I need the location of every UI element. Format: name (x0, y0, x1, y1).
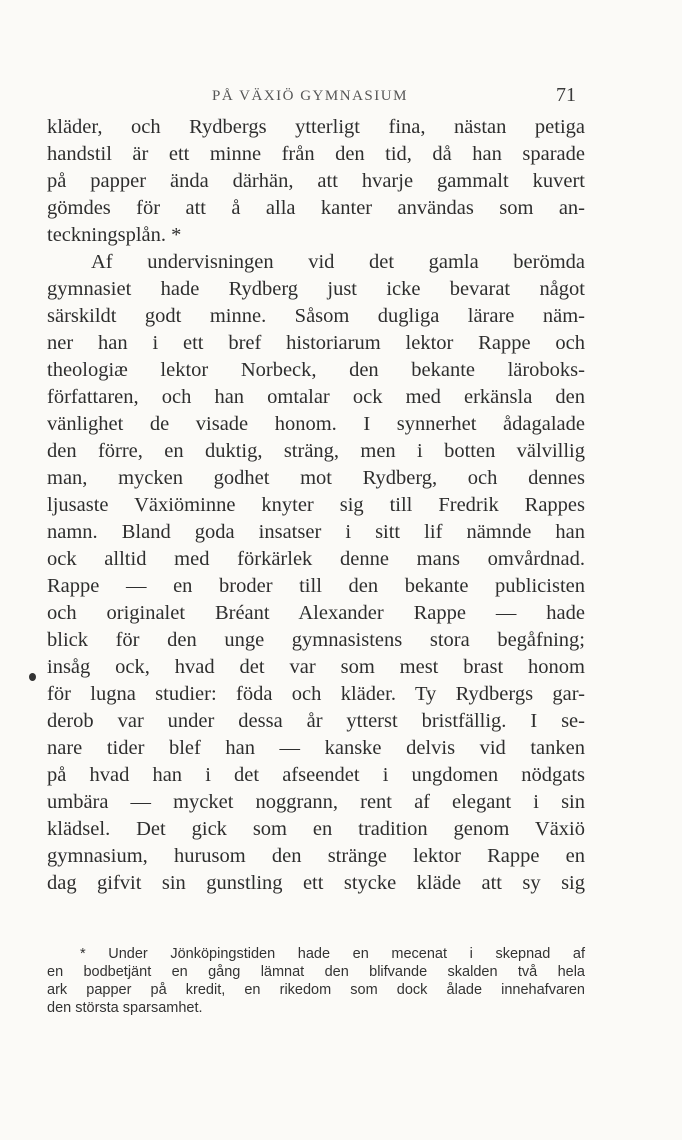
body-line: handstil är ett minne från den tid, då han sparade (47, 143, 585, 165)
footnote-line: ark papper på kredit, en rikedom som dock ålade innehafvaren (47, 982, 585, 998)
body-line: på papper ända därhän, att hvarje gammalt kuvert (47, 170, 585, 192)
body-line: den förre, en duktig, sträng, men i botten välvillig (47, 440, 585, 462)
body-line: ner han i ett bref historiarum lektor Rappe och (47, 332, 585, 354)
footnote-line: en bodbetjänt en gång lämnat den blifvande skalden två hela (47, 964, 585, 980)
body-line: Rappe — en broder till den bekante publicisten (47, 575, 585, 597)
body-line: klädsel. Det gick som en tradition genom Växiö (47, 818, 585, 840)
body-line: kläder, och Rydbergs ytterligt fina, nästan petiga (47, 116, 585, 138)
body-line: namn. Bland goda insatser i sitt lif nämnde han (47, 521, 585, 543)
body-line: ljusaste Växiöminne knyter sig till Fredrik Rappes (47, 494, 585, 516)
body-line: insåg ock, hvad det var som mest brast honom (47, 656, 585, 678)
body-line: gömdes för att å alla kanter användas som an- (47, 197, 585, 219)
ink-spot (29, 673, 36, 681)
body-line: umbära — mycket noggrann, rent af elegant i sin (47, 791, 585, 813)
body-line: man, mycken godhet mot Rydberg, och dennes (47, 467, 585, 489)
body-line: vänlighet de visade honom. I synnerhet ådagalade (47, 413, 585, 435)
body-line: derob var under dessa år ytterst bristfällig. I se- (47, 710, 585, 732)
body-line: nare tider blef han — kanske delvis vid tanken (47, 737, 585, 759)
body-line: teckningsplån. * (47, 224, 182, 246)
page-number: 71 (556, 84, 576, 106)
body-line: och originalet Bréant Alexander Rappe — hade (47, 602, 585, 624)
body-line: för lugna studier: föda och kläder. Ty Rydbergs gar- (47, 683, 585, 705)
body-line: blick för den unge gymnasistens stora begåfning; (47, 629, 585, 651)
body-line: theologiæ lektor Norbeck, den bekante läroboks- (47, 359, 585, 381)
body-line: ock alltid med förkärlek denne mans omvårdnad. (47, 548, 585, 570)
body-line: gymnasiet hade Rydberg just icke bevarat något (47, 278, 585, 300)
body-line: författaren, och han omtalar ock med erkänsla den (47, 386, 585, 408)
body-line: gymnasium, hurusom den stränge lektor Rappe en (47, 845, 585, 867)
footnote-line: * Under Jönköpingstiden hade en mecenat i skepnad af (80, 946, 585, 962)
body-line: på hvad han i det afseendet i ungdomen nödgats (47, 764, 585, 786)
footnote-line: den största sparsamhet. (47, 1000, 203, 1016)
running-title: PÅ VÄXIÖ GYMNASIUM (212, 88, 408, 104)
body-line: dag gifvit sin gunstling ett stycke kläde att sy sig (47, 872, 585, 894)
body-line: Af undervisningen vid det gamla berömda (91, 251, 585, 273)
body-line: särskildt godt minne. Såsom dugliga lärare näm- (47, 305, 585, 327)
